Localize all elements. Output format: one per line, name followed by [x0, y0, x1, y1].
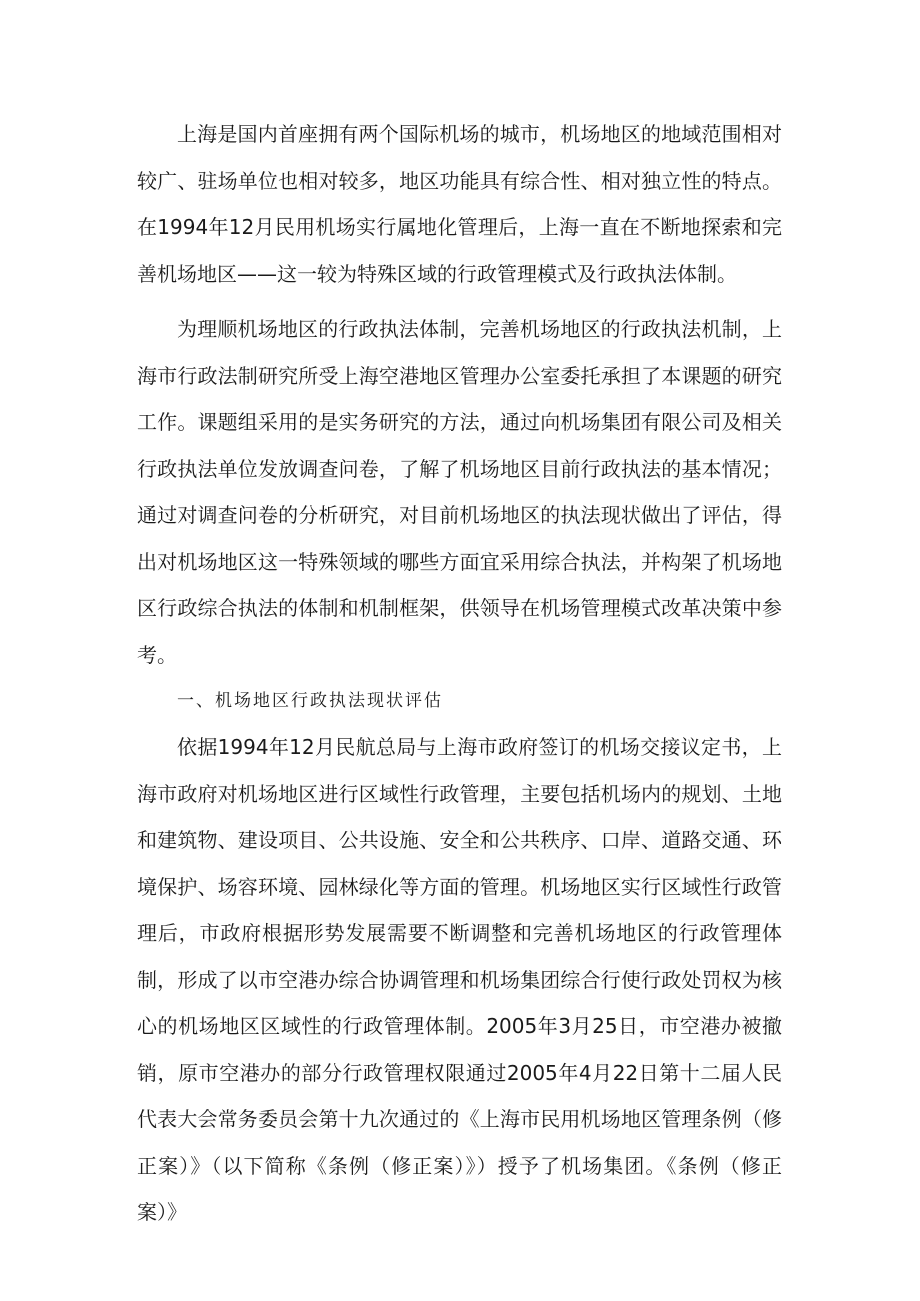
paragraph-current-status: 依据1994年12月民航总局与上海市政府签订的机场交接议定书，上海市政府对机场地区进行区域性行政管理，主要包括机场内的规划、土地和建筑物、建设项目、公共设施、安全和公共秩序、口岸、道路交通、环境保护、场容环境、园林绿化等方面的管理。机场地区实行区域性行政管理后，市政府根据形势发展需要不断调整和完善机场地区的行政管理体制，形成了以市空港办综合协调管理和机场集团综合行使行政处罚权为核心的机场地区区域性的行政管理体制。2005年3月25日，市空港办被撤销，原市空港办的部分行政管理权限通过2005年4月22日第十二届人民代表大会常务委员会第十九次通过的《上海市民用机场地区管理条例（修正案）》（以下简称《条例（修正案）》）授予了机场集团。《条例（修正案）》	[137, 735, 782, 1224]
section-heading: 一、机场地区行政执法现状评估	[177, 691, 443, 711]
document-body	[137, 111, 782, 1236]
paragraph-intro: 上海是国内首座拥有两个国际机场的城市，机场地区的地域范围相对较广、驻场单位也相对较多，地区功能具有综合性、相对独立性的特点。在1994年12月民用机场实行属地化管理后，上海一直在不断地探索和完善机场地区——这一较为特殊区域的行政管理模式及行政执法体制。	[137, 122, 782, 286]
paragraph-research-purpose: 为理顺机场地区的行政执法体制，完善机场地区的行政执法机制，上海市行政法制研究所受上海空港地区管理办公室委托承担了本课题的研究工作。课题组采用的是实务研究的方法，通过向机场集团有限公司及相关行政执法单位发放调查问卷，了解了机场地区目前行政执法的基本情况；通过对调查问卷的分析研究，对目前机场地区的执法现状做出了评估，得出对机场地区这一特殊领域的哪些方面宜采用综合执法，并构架了机场地区行政综合执法的体制和机制框架，供领导在机场管理模式改革决策中参考。	[137, 317, 782, 667]
